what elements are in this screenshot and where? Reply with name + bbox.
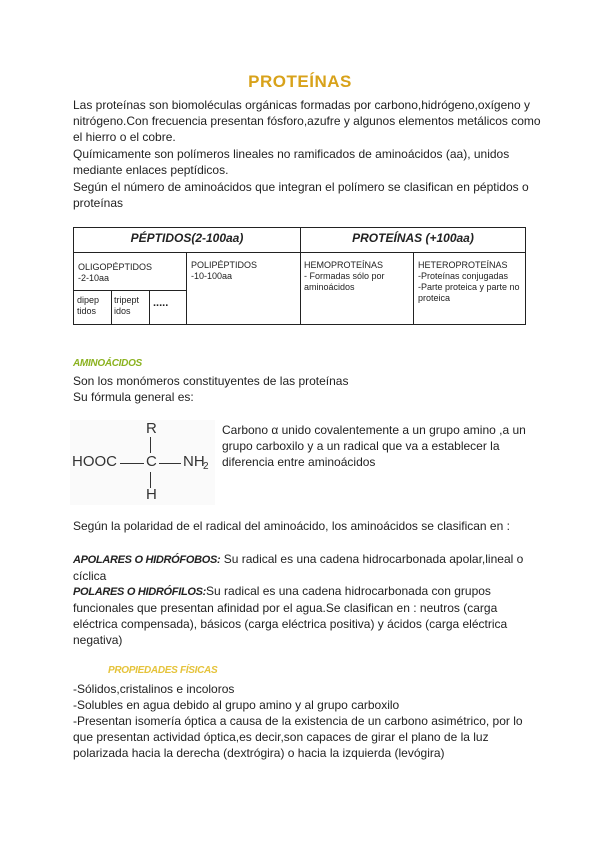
polares-keyword: POLARES O HIDRÓFILOS:: [73, 586, 207, 598]
aminoacidos-line-1: Son los monómeros constituyentes de las proteínas: [73, 374, 349, 388]
polares-text: Su radical es una cadena hidrocarbonada con grupos funcionales que presentan afinidad por el agua.Se clasifican en : neutros (carga eléctrica compensada), básicos (carga eléctrica positiva) y ácidos (carga eléctrica negativa): [73, 584, 508, 647]
formula-c: C: [146, 453, 157, 470]
propiedades-heading: PROPIEDADES FÍSICAS: [108, 665, 218, 676]
intro-paragraph-2: Químicamente son polímeros lineales no ramificados de aminoácidos (aa), unidos mediante enlaces peptídicos.: [73, 147, 510, 177]
formula-subscript: 2: [203, 461, 209, 472]
formula-h: H: [146, 486, 157, 503]
formula-description: Carbono α unido covalentemente a un grupo amino ,a un grupo carboxilo y a un radical que va a establecer la diferencia entre aminoácidos: [222, 423, 526, 469]
page-title: PROTEÍNAS: [248, 72, 352, 91]
amino-acid-formula: [70, 420, 215, 505]
apolares-text: Su radical es una cadena hidrocarbonada apolar,lineal o cíclica: [73, 552, 524, 583]
formula-bond-right: [159, 463, 181, 464]
peptidos-header: PÉPTIDOS(2-100aa): [130, 231, 244, 245]
intro-paragraph-1: Las proteínas son biomoléculas orgánicas formadas por carbono,hidrógeno,oxígeno y nitrógeno.Con frecuencia presentan fósforo,azufre y algunos elementos metálicos como el hierro o el cobre.: [73, 98, 541, 144]
polipeptidos-title: POLIPÉPTIDOS: [191, 260, 258, 270]
oligopeptidos-range: -2-10aa: [78, 273, 110, 283]
polaridad-text: Según la polaridad de el radical del aminoácido, los aminoácidos se clasifican en :: [73, 519, 510, 533]
formula-hooc: HOOC: [72, 453, 117, 470]
more-ellipsis: .....: [153, 297, 169, 309]
formula-r: R: [146, 420, 157, 437]
hemoproteinas-desc: - Formadas sólo por aminoácidos: [304, 271, 385, 292]
oligopeptidos-title: OLIGOPÉPTIDOS: [78, 262, 153, 272]
propiedad-2: -Solubles en agua debido al grupo amino y al grupo carboxilo: [73, 698, 400, 712]
heteroproteinas-title: HETEROPROTEÍNAS: [418, 260, 508, 270]
propiedad-3: -Presentan isomería óptica a causa de la existencia de un carbono asimétrico, por lo que presentan actividad óptica,es decir,son capaces de girar el plano de la luz polarizada hacia la derecha (dextrógira) o hacia la izquierda (levógira): [73, 714, 523, 760]
propiedad-1: -Sólidos,cristalinos e incoloros: [73, 682, 235, 696]
aminoacidos-heading: AMINOÁCIDOS: [73, 358, 142, 369]
polipeptidos-range: -10-100aa: [191, 271, 233, 281]
tripeptidos-cell: tripept idos: [114, 295, 140, 316]
formula-bond-top: [150, 437, 151, 453]
dipeptidos-cell: dipep tidos: [77, 295, 100, 316]
apolares-keyword: APOLARES O HIDRÓFOBOS:: [73, 554, 221, 566]
classification-table: [73, 227, 526, 325]
formula-nh2: NH: [183, 453, 205, 470]
hemoproteinas-title: HEMOPROTEÍNAS: [304, 260, 384, 270]
heteroproteinas-desc-1: -Proteínas conjugadas: [418, 271, 509, 281]
polares-paragraph: [73, 583, 533, 648]
heteroproteinas-desc-2: -Parte proteica y parte no proteica: [418, 282, 520, 303]
apolares-paragraph: [73, 551, 528, 584]
formula-bond-left: [120, 463, 144, 464]
proteinas-header: PROTEÍNAS (+100aa): [352, 231, 474, 245]
intro-paragraph-3: Según el número de aminoácidos que integran el polímero se clasifican en péptidos o proteínas: [73, 180, 529, 210]
aminoacidos-line-2: Su fórmula general es:: [73, 390, 194, 404]
